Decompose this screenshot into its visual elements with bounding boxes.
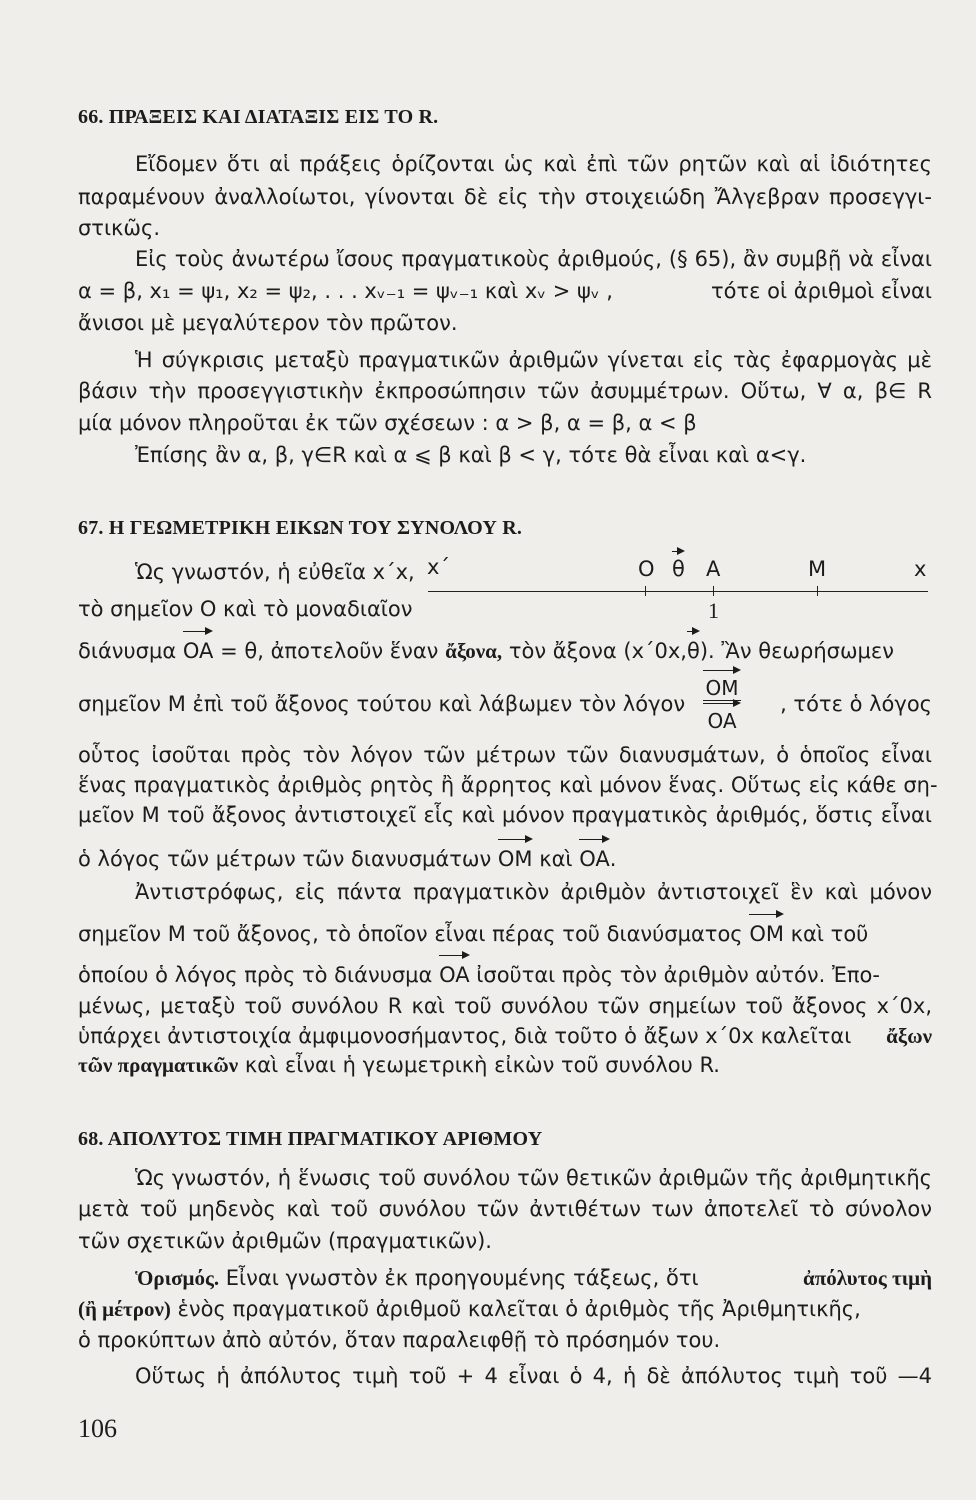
s67-line-12: μένως, μεταξὺ τοῦ συνόλου R καὶ τοῦ συνόλου τῶν σημείων τοῦ ἄξονος x΄0x, <box>78 994 932 1018</box>
s68-line-7: Οὕτως ἡ ἀπόλυτος τιμὴ τοῦ + 4 εἶναι ὁ 4, ἡ δὲ ἀπόλυτος τιμὴ τοῦ —4 <box>135 1364 932 1388</box>
axis-tick-a <box>713 586 714 596</box>
s67-line-2: τὸ σημεῖον O καὶ τὸ μοναδιαῖον <box>78 597 413 621</box>
s67-line-7: μεῖον M τοῦ ἄξονος ἀντιστοιχεῖ εἷς καὶ μόνον πραγματικὸς ἀριθμός, ὅστις εἶναι <box>78 803 932 827</box>
axis-label-a: A <box>706 557 721 581</box>
section-66-heading: 66. ΠΡΑΞΕΙΣ ΚΑΙ ΔΙΑΤΑΞΙΣ ΕΙΣ ΤΟ R. <box>78 106 439 128</box>
s66-line-10: Ἐπίσης ἂν α, β, γ∈R καὶ α ⩽ β καὶ β < γ, τότε θὰ εἶναι καὶ α<γ. <box>135 443 807 467</box>
term-apolytos-timi: ἀπόλυτος τιμὴ <box>803 1266 932 1290</box>
s68-line-1: Ὡς γνωστόν, ἡ ἕνωσις τοῦ συνόλου τῶν θετικῶν ἀριθμῶν τῆς ἀριθμητικῆς <box>135 1166 932 1190</box>
s68-line-4 <box>135 1264 932 1292</box>
s67-line-8-a: ὁ λόγος τῶν μέτρων τῶν διανυσμάτων <box>78 847 492 871</box>
s67-line-1: Ὡς γνωστόν, ἡ εὐθεῖα x΄x, <box>135 560 415 584</box>
axis-label-x: x <box>914 557 927 581</box>
term-axon: ἄξων <box>886 1024 932 1048</box>
s67-line-3 <box>78 637 932 665</box>
s68-line-4-b: Εἶναι γνωστὸν ἐκ προηγουμένης τάξεως, ὅτι <box>225 1266 699 1290</box>
s66-line-5-tail: τότε οἱ ἀριθμοὶ εἶναι <box>710 279 932 303</box>
s66-line-8: βάσιν τὴν προσεγγιστικὴν ἐκπροσώπησιν τῶν ἀσυμμέτρων. Οὕτω, ∀ α, β∈ R <box>78 379 932 403</box>
axis-label-xprime: x΄ <box>427 555 450 579</box>
s67-line-9: Ἀντιστρόφως, εἰς πάντα πραγματικὸν ἀριθμὸν ἀντιστοιχεῖ ἓν καὶ μόνον <box>135 880 932 904</box>
s67-line-5: οὗτος ἰσοῦται πρὸς τὸν λόγον τῶν μέτρων τῶν διανυσμάτων, ὁ ὁποῖος εἶναι <box>78 743 932 767</box>
term-metron: (ἢ μέτρον) <box>78 1297 171 1321</box>
term-axonas: ἄξονα, <box>445 639 503 663</box>
vector-om: OM <box>497 847 533 871</box>
s66-line-5 <box>78 277 932 305</box>
s66-line-7: Ἡ σύγκρισις μεταξὺ πραγματικῶν ἀριθμῶν γίνεται εἰς τὰς ἐφαρμογὰς μὲ <box>135 348 932 372</box>
s67-line-3-d: τὸν ἄξονα (x΄0x, <box>508 639 687 663</box>
s67-line-10-b: καὶ τοῦ <box>790 922 869 946</box>
fraction-numerator: OM <box>703 676 741 700</box>
s67-line-3-a: διάνυσμα <box>78 639 177 663</box>
vector-oa-2: OA <box>579 847 610 871</box>
fraction-om-oa <box>703 676 741 733</box>
s67-line-8-b: καὶ <box>539 847 573 871</box>
s67-line-6: ἕνας πραγματικὸς ἀριθμὸς ρητὸς ἢ ἄρρητος καὶ μόνον ἕνας. Οὕτως εἰς κάθε ση- <box>78 773 938 797</box>
axis-tick-o <box>645 586 646 596</box>
s67-line-11-a: ὁποίου ὁ λόγος πρὸς τὸ διάνυσμα <box>78 963 433 987</box>
s67-line-14 <box>78 1051 932 1079</box>
s68-line-3: τῶν σχετικῶν ἀριθμῶν (πραγματικῶν). <box>78 1229 492 1253</box>
s67-line-11 <box>78 961 932 989</box>
axis-label-m: M <box>808 557 827 581</box>
vector-oa-3: OA <box>439 963 470 987</box>
section-68-heading: 68. ΑΠΟΛΥΤΟΣ ΤΙΜΗ ΠΡΑΓΜΑΤΙΚΟΥ ΑΡΙΘΜΟΥ <box>78 1128 543 1150</box>
s66-line-1: Εἴδομεν ὅτι αἱ πράξεις ὁρίζονται ὡς καὶ ἐπὶ τῶν ρητῶν καὶ αἱ ἰδιότητες <box>135 152 932 176</box>
s66-line-5-formula: α = β, x₁ = ψ₁, x₂ = ψ₂, . . . xᵥ₋₁ = ψᵥ₋₁ καὶ xᵥ > ψᵥ , <box>78 279 613 303</box>
s68-line-5-b: ἑνὸς πραγματικοῦ ἀριθμοῦ καλεῖται ὁ ἀριθμὸς τῆς Ἀριθμητικῆς, <box>177 1297 861 1321</box>
s67-line-8 <box>78 845 932 873</box>
page-number: 106 <box>78 1414 117 1443</box>
vector-theta: θ <box>686 639 700 663</box>
s67-line-4-a: σημεῖον M ἐπὶ τοῦ ἄξονος τούτου καὶ λάβωμεν τὸν λόγον <box>78 692 686 716</box>
axis-unit-label: 1 <box>708 598 719 623</box>
s66-line-9: μία μόνον πληροῦται ἐκ τῶν σχέσεων : α > β, α = β, α < β <box>78 411 697 435</box>
s66-line-2: παραμένουν ἀναλλοίωτοι, γίνονται δὲ εἰς τὴν στοιχειώδη Ἄλγεβραν προσεγγι- <box>78 185 932 209</box>
s67-line-13-a: ὑπάρχει ἀντιστοιχία ἀμφιμονοσήμαντος, διὰ τοῦτο ὁ ἄξων x΄0x καλεῖται <box>78 1024 852 1048</box>
axis-tick-m <box>817 586 818 596</box>
s68-line-5 <box>78 1295 932 1323</box>
axis-line <box>428 591 928 592</box>
s66-line-6: ἄνισοι μὲ μεγαλύτερον τὸν πρῶτον. <box>78 311 458 335</box>
vector-oa: OA <box>182 639 214 663</box>
term-orismos: Ὁρισμός. <box>135 1266 220 1290</box>
vector-om-2: OM <box>749 922 784 946</box>
section-67-heading: 67. Η ΓΕΩΜΕΤΡΙΚΗ ΕΙΚΩΝ ΤΟΥ ΣΥΝΟΛΟΥ R. <box>78 517 523 539</box>
axis-label-o: O <box>638 557 655 581</box>
s67-line-3-c: ἀποτελοῦν ἕναν <box>270 639 439 663</box>
term-ton-pragmatikon: τῶν πραγματικῶν <box>78 1053 239 1077</box>
s67-line-13 <box>78 1022 932 1050</box>
s68-line-6: ὁ προκύπτων ἀπὸ αὐτόν, ὅταν παραλειφθῇ τὸ πρόσημόν του. <box>78 1328 721 1352</box>
s67-line-3-b: = θ, <box>220 639 264 663</box>
s67-line-11-b: ἰσοῦται πρὸς τὸν ἀριθμὸν αὐτόν. Ἐπο- <box>476 963 880 987</box>
s67-line-3-e: ). Ἂν θεωρήσωμεν <box>699 639 894 663</box>
s68-line-2: μετὰ τοῦ μηδενὸς καὶ τοῦ συνόλου τῶν ἀντιθέτων των ἀποτελεῖ τὸ σύνολον <box>78 1197 932 1221</box>
s67-line-14-b: καὶ εἶναι ἡ γεωμετρικὴ εἰκὼν τοῦ συνόλου R. <box>244 1053 720 1077</box>
s66-line-4: Εἰς τοὺς ἀνωτέρω ἴσους πραγματικοὺς ἀριθμούς, (§ 65), ἂν συμβῇ νὰ εἶναι <box>135 247 932 271</box>
s67-line-10 <box>78 920 932 948</box>
s67-line-10-a: σημεῖον M τοῦ ἄξονος, τὸ ὁποῖον εἶναι πέρας τοῦ διανύσματος <box>78 922 743 946</box>
axis-label-theta: θ <box>672 557 685 581</box>
s67-line-8-c: . <box>609 847 617 871</box>
s66-line-3: στικῶς. <box>78 216 161 240</box>
fraction-denominator: OA <box>703 709 741 733</box>
s67-line-4-b: , τότε ὁ λόγος <box>780 692 932 716</box>
